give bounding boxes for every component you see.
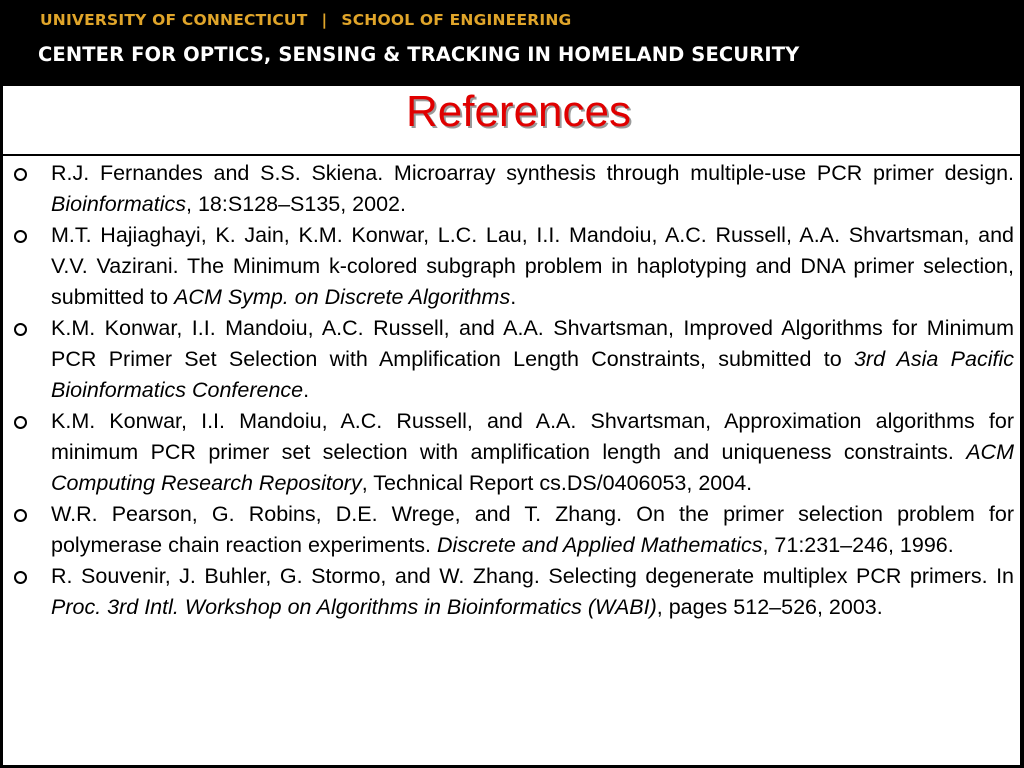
slide-content [3,86,1020,765]
reference-venue: Proc. 3rd Intl. Workshop on Algorithms in Bioinformatics (WABI) [51,595,657,619]
university-line [40,11,571,29]
reference-item [11,158,1014,220]
circle-bullet-icon [14,571,27,584]
center-name: CENTER FOR OPTICS, SENSING & TRACKING IN HOMELAND SECURITY [38,43,800,66]
reference-text: K.M. Konwar, I.I. Mandoiu, A.C. Russell, and A.A. Shvartsman, Improved Algorithms for Minimum PCR Primer Set Selection with Amplification Length Constraints, submitted to [51,316,1014,371]
reference-details: , Technical Report cs.DS/0406053, 2004. [361,471,753,495]
school-name: SCHOOL OF ENGINEERING [341,11,572,29]
reference-venue: ACM Computing Research Repository [51,440,1014,495]
reference-details: . [510,285,517,309]
reference-item [11,220,1014,313]
circle-bullet-icon [14,509,27,522]
reference-venue: 3rd Asia Pacific Bioinformatics Conference [51,347,1014,402]
circle-bullet-icon [14,323,27,336]
reference-text: K.M. Konwar, I.I. Mandoiu, A.C. Russell, and A.A. Shvartsman, Approximation algorithms for minimum PCR primer set selection with amplification length and uniqueness constraints. [51,409,1014,464]
university-name: UNIVERSITY OF CONNECTICUT [40,11,308,29]
reference-venue: Discrete and Applied Mathematics [437,533,763,557]
header-separator: | [321,11,328,29]
reference-list [11,158,1014,623]
reference-item [11,313,1014,406]
title-divider [3,154,1020,156]
reference-item [11,499,1014,561]
circle-bullet-icon [14,416,27,429]
slide-title: References [405,87,631,136]
reference-details: , pages 512–526, 2003. [656,595,883,619]
circle-bullet-icon [14,168,27,181]
header-banner [0,0,1024,86]
reference-details: , 18:S128–S135, 2002. [186,192,406,216]
reference-item [11,561,1014,623]
reference-text: R.J. Fernandes and S.S. Skiena. Microarray synthesis through multiple-use PCR primer design. [51,161,1014,185]
reference-venue: ACM Symp. on Discrete Algorithms [174,285,511,309]
reference-text: R. Souvenir, J. Buhler, G. Stormo, and W. Zhang. Selecting degenerate multiplex PCR primers. In [51,564,1014,588]
reference-details: . [303,378,310,402]
reference-item [11,406,1014,499]
reference-details: , 71:231–246, 1996. [762,533,954,557]
reference-text: W.R. Pearson, G. Robins, D.E. Wrege, and T. Zhang. On the primer selection problem for polymerase chain reaction experiments. [51,502,1014,557]
circle-bullet-icon [14,230,27,243]
reference-text: M.T. Hajiaghayi, K. Jain, K.M. Konwar, L.C. Lau, I.I. Mandoiu, A.C. Russell, A.A. Shvartsman, and V.V. Vazirani. The Minimum k-colored subgraph problem in haplotyping and DNA primer selection, submitted to [51,223,1014,309]
reference-venue: Bioinformatics [51,192,187,216]
